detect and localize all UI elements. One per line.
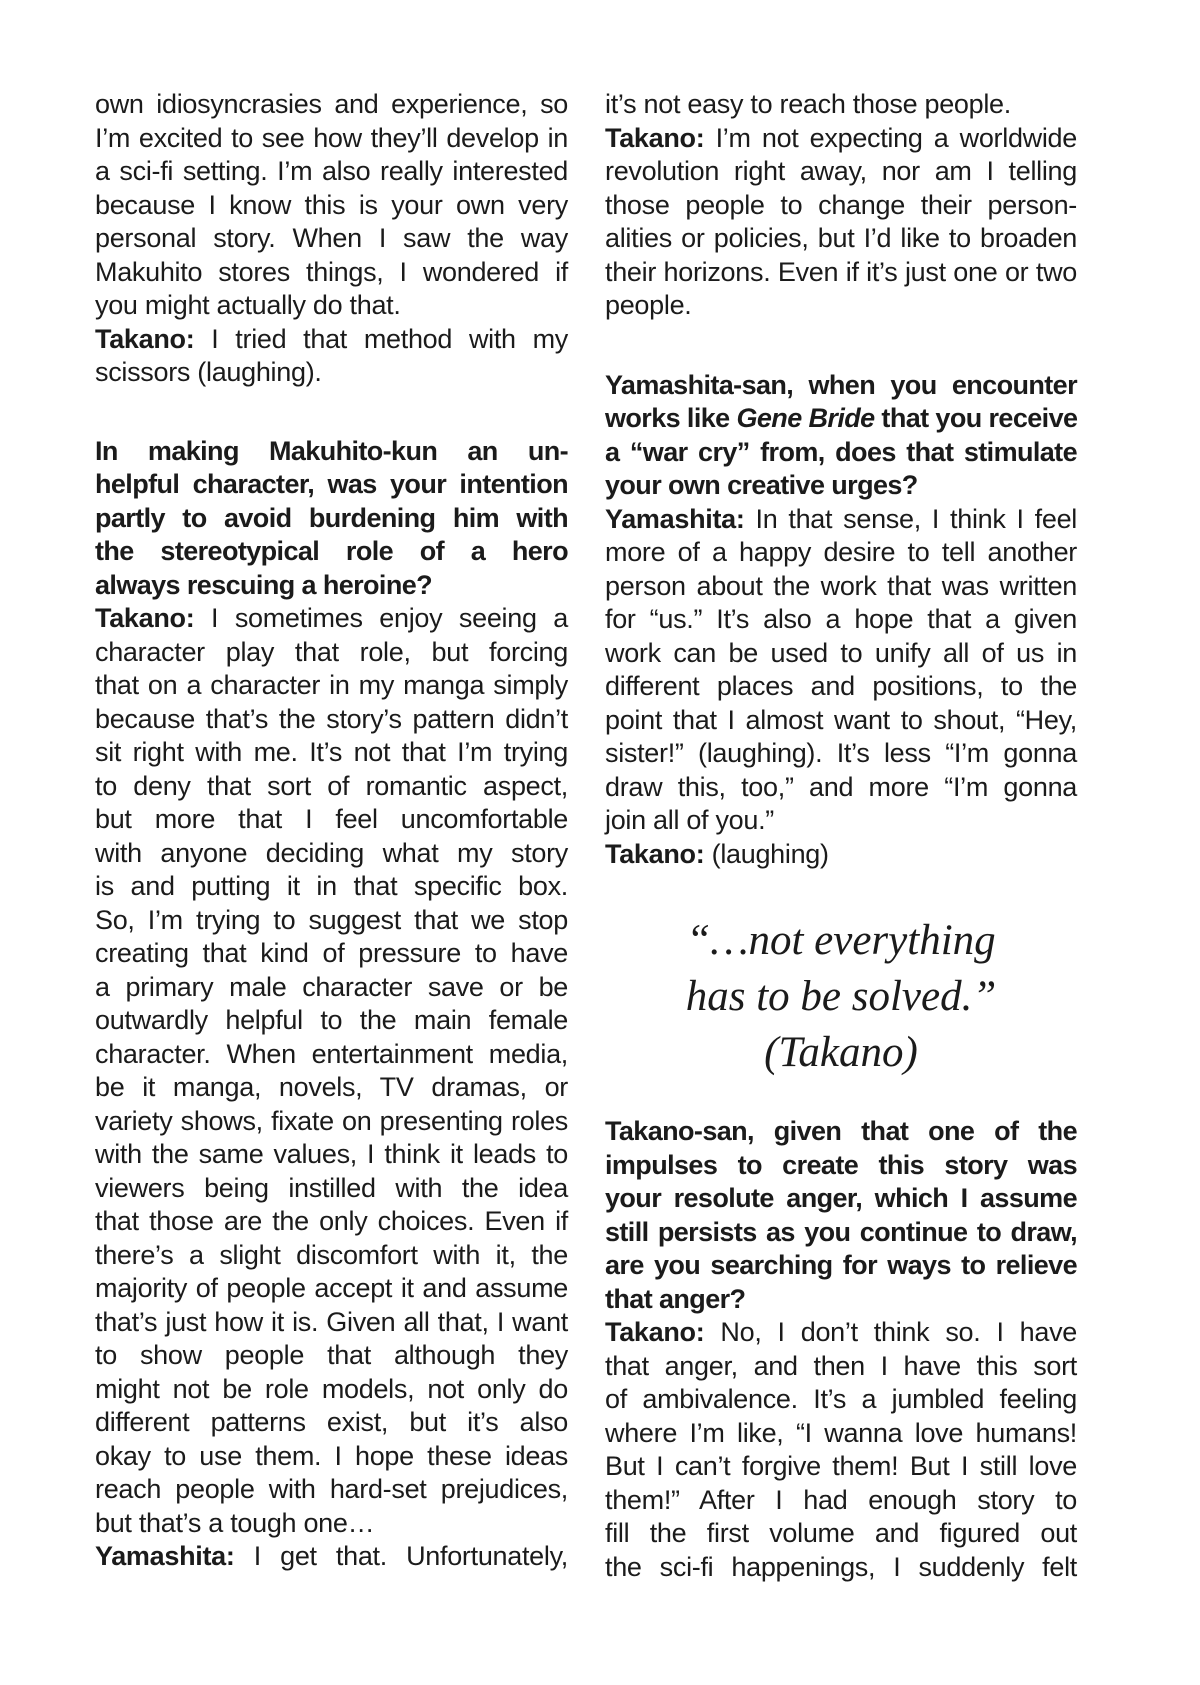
takano-answer-continued	[605, 88, 1077, 323]
text-run: them!” After I had enough story to	[605, 1484, 1077, 1515]
text-run: In that sense, I think I feel	[744, 503, 1077, 534]
text-run: personal story. When I saw the way	[95, 223, 568, 253]
text-run: Takano-san, given that one of the	[605, 1116, 1077, 1146]
text-line	[605, 369, 1077, 403]
text-line	[605, 256, 1077, 290]
text-line	[605, 1350, 1077, 1384]
text-run: draw this, too,” and more “I’m gonna	[605, 771, 1077, 802]
text-run: the sci-fi happenings, I suddenly felt	[605, 1551, 1077, 1582]
text-run: different patterns exist, but it’s also	[95, 1407, 568, 1437]
text-run: works like	[605, 403, 737, 433]
text-line	[605, 804, 1077, 838]
text-line	[605, 913, 1077, 969]
text-line	[95, 256, 568, 290]
text-line	[95, 1406, 568, 1440]
interviewer-question	[605, 369, 1077, 503]
text-line	[95, 770, 568, 804]
text-run: join all of you.”	[605, 805, 774, 835]
text-line	[95, 669, 568, 703]
text-run: your own creative urges?	[605, 470, 918, 500]
text-line	[605, 737, 1077, 771]
text-run: it’s not easy to reach those people.	[605, 89, 1011, 119]
text-line	[605, 1149, 1077, 1183]
text-run: for “us.” It’s also a hope that a given	[605, 604, 1077, 634]
text-run: to deny that sort of romantic aspect,	[95, 770, 568, 801]
text-line	[95, 602, 568, 636]
text-line	[95, 1172, 568, 1206]
text-run: I get that. Unfortunately,	[234, 1541, 568, 1571]
text-line	[95, 904, 568, 938]
text-line	[95, 502, 568, 536]
takano-answer	[605, 1316, 1077, 1584]
text-line	[95, 323, 568, 357]
text-line	[95, 971, 568, 1005]
text-run: (Takano)	[764, 1029, 918, 1076]
text-run: person about the work that was written	[605, 570, 1077, 601]
text-line	[605, 637, 1077, 671]
text-run: a primary male character save or be	[95, 971, 568, 1002]
text-line	[605, 1417, 1077, 1451]
text-line	[95, 1004, 568, 1038]
text-line	[95, 88, 568, 122]
speaker-label: Yamashita:	[605, 503, 745, 534]
text-run: point that I almost want to shout, “Hey,	[605, 704, 1077, 735]
text-line	[605, 570, 1077, 604]
text-line	[95, 222, 568, 256]
text-run: Gene Bride	[736, 403, 875, 433]
text-run: that’s just how it is. Given all that, I want	[95, 1306, 568, 1337]
text-line	[605, 1115, 1077, 1149]
text-line	[605, 670, 1077, 704]
text-run: okay to use them. I hope these ideas	[95, 1440, 568, 1471]
text-run: viewers being instilled with the idea	[95, 1172, 568, 1203]
text-run: I’m not expecting a worldwide	[704, 122, 1077, 153]
text-run: helpful character, was your intention	[95, 469, 568, 499]
text-line	[95, 535, 568, 569]
text-line	[605, 704, 1077, 738]
text-run: that those are the only choices. Even if	[95, 1206, 568, 1236]
text-run: I sometimes enjoy seeing a	[194, 603, 568, 633]
interviewer-paragraph	[95, 88, 568, 390]
text-line	[605, 402, 1077, 436]
text-line	[95, 1473, 568, 1507]
text-line	[95, 1339, 568, 1373]
speaker-label: Yamashita:	[95, 1541, 235, 1571]
speaker-label: Takano:	[605, 122, 705, 153]
text-line	[605, 603, 1077, 637]
text-line	[95, 1373, 568, 1407]
text-run: you might actually do that.	[95, 290, 401, 320]
text-run: because I know this is your own very	[95, 189, 568, 220]
text-line	[95, 122, 568, 156]
speaker-label: Takano:	[605, 1317, 705, 1347]
text-line	[95, 837, 568, 871]
text-run: but more that I feel uncomfortable	[95, 804, 568, 834]
text-line	[605, 1450, 1077, 1484]
text-run: character. When entertainment media,	[95, 1038, 568, 1069]
text-run: In making Makuhito-kun an un-	[95, 435, 568, 466]
text-line	[95, 1440, 568, 1474]
text-line	[605, 1249, 1077, 1283]
text-run: Yamashita-san, when you encounter	[605, 369, 1077, 400]
speaker-label: Takano:	[605, 838, 705, 869]
text-run: variety shows, fixate on presenting roles	[95, 1105, 568, 1136]
text-run: because that’s the story’s pattern didn’t	[95, 703, 568, 734]
text-line	[605, 1551, 1077, 1585]
text-line	[95, 1105, 568, 1139]
text-line	[605, 436, 1077, 470]
text-line	[605, 189, 1077, 223]
text-run: those people to change their person-	[605, 189, 1077, 220]
text-run: majority of people accept it and assume	[95, 1273, 568, 1303]
text-run: but that’s a tough one…	[95, 1507, 375, 1538]
text-run: fill the first volume and figured out	[605, 1518, 1077, 1548]
text-run: more of a happy desire to tell another	[605, 537, 1077, 567]
text-run: partly to avoid burdening him with	[95, 502, 568, 533]
text-line	[95, 1272, 568, 1306]
text-run: character play that role, but forcing	[95, 636, 568, 667]
text-line	[605, 503, 1077, 537]
text-run: I tried that method with my	[194, 323, 568, 354]
text-line	[95, 636, 568, 670]
text-line	[95, 703, 568, 737]
text-run: scissors (laughing).	[95, 357, 322, 387]
text-run: to show people that although they	[95, 1340, 568, 1370]
text-line	[95, 569, 568, 603]
text-line	[95, 1071, 568, 1105]
pull-quote	[605, 913, 1077, 1081]
text-line	[605, 1383, 1077, 1417]
text-run: I’m excited to see how they’ll develop in	[95, 122, 568, 153]
text-run: work can be used to unify all of us in	[605, 637, 1077, 668]
text-line	[95, 356, 568, 390]
text-line	[605, 1283, 1077, 1317]
text-line	[605, 222, 1077, 256]
text-run: their horizons. Even if it’s just one or two	[605, 256, 1077, 287]
text-run: the stereotypical role of a hero	[95, 536, 568, 566]
paragraph-gap	[605, 323, 1077, 369]
paragraph-gap	[605, 871, 1077, 913]
text-line	[605, 122, 1077, 156]
text-line	[605, 1484, 1077, 1518]
yamashita-answer	[605, 503, 1077, 872]
text-run: a “war cry” from, does that stimulate	[605, 436, 1077, 467]
text-run: always rescuing a heroine?	[95, 569, 433, 600]
interviewer-question	[605, 1115, 1077, 1316]
speaker-label: Takano:	[95, 323, 195, 354]
text-line	[605, 88, 1077, 122]
text-line	[95, 803, 568, 837]
text-line	[95, 736, 568, 770]
text-line	[95, 1138, 568, 1172]
text-run: But I can’t forgive them! But I still love	[605, 1451, 1077, 1481]
text-line	[95, 1239, 568, 1273]
text-run: of ambivalence. It’s a jumbled feeling	[605, 1384, 1077, 1414]
text-run: Makuhito stores things, I wondered if	[95, 256, 568, 287]
text-run: “…not everything	[686, 917, 996, 964]
takano-answer	[95, 602, 568, 1574]
text-line	[95, 1205, 568, 1239]
text-line	[95, 1306, 568, 1340]
text-line	[605, 1182, 1077, 1216]
right-column	[605, 88, 1077, 1584]
text-line	[605, 1517, 1077, 1551]
text-run: a sci-fi setting. I’m also really interested	[95, 156, 568, 186]
text-line	[605, 1025, 1077, 1081]
text-run: sit right with me. It’s not that I’m trying	[95, 737, 568, 767]
text-run: different places and positions, to the	[605, 671, 1077, 701]
paragraph-gap	[95, 390, 568, 435]
text-run: that you receive	[874, 403, 1078, 433]
text-line	[95, 937, 568, 971]
left-column	[95, 88, 568, 1574]
text-run: are you searching for ways to relieve	[605, 1250, 1077, 1280]
text-run: is and putting it in that specific box.	[95, 871, 568, 901]
text-run: alities or policies, but I’d like to broaden	[605, 223, 1077, 253]
text-run: that anger?	[605, 1283, 746, 1314]
text-line	[605, 289, 1077, 323]
text-run: creating that kind of pressure to have	[95, 938, 568, 968]
text-line	[95, 1540, 568, 1574]
text-run: people.	[605, 290, 692, 320]
text-line	[605, 1216, 1077, 1250]
text-line	[95, 870, 568, 904]
text-run: be it manga, novels, TV dramas, or	[95, 1072, 568, 1102]
text-run: outwardly helpful to the main female	[95, 1005, 568, 1035]
text-run: So, I’m trying to suggest that we stop	[95, 904, 568, 935]
text-run: own idiosyncrasies and experience, so	[95, 89, 568, 119]
text-line	[95, 289, 568, 323]
text-line	[605, 1316, 1077, 1350]
text-run: with anyone deciding what my story	[95, 837, 568, 868]
text-line	[605, 469, 1077, 503]
text-line	[605, 969, 1077, 1025]
speaker-label: Takano:	[95, 603, 195, 633]
text-run: revolution right away, nor am I telling	[605, 156, 1077, 186]
text-line	[605, 536, 1077, 570]
text-line	[95, 189, 568, 223]
text-line	[605, 155, 1077, 189]
text-line	[95, 1507, 568, 1541]
text-line	[95, 435, 568, 469]
text-run: No, I don’t think so. I have	[704, 1317, 1077, 1347]
interviewer-question	[95, 435, 568, 603]
text-run: impulses to create this story was	[605, 1149, 1077, 1180]
text-line	[605, 771, 1077, 805]
text-line	[95, 468, 568, 502]
text-run: with the same values, I think it leads to	[95, 1139, 568, 1169]
text-run: still persists as you continue to draw,	[605, 1216, 1077, 1247]
text-run: has to be solved.”	[685, 973, 997, 1020]
text-line	[605, 838, 1077, 872]
text-run: there’s a slight discomfort with it, the	[95, 1239, 568, 1270]
text-run: reach people with hard-set prejudices,	[95, 1474, 568, 1504]
text-run: (laughing)	[704, 838, 829, 869]
paragraph-gap	[605, 1081, 1077, 1115]
text-run: might not be role models, not only do	[95, 1373, 568, 1404]
text-run: that anger, and then I have this sort	[605, 1350, 1077, 1381]
text-run: that on a character in my manga simply	[95, 670, 568, 700]
text-line	[95, 1038, 568, 1072]
text-run: where I’m like, “I wanna love humans!	[605, 1417, 1077, 1448]
text-run: your resolute anger, which I assume	[605, 1183, 1077, 1213]
text-run: sister!” (laughing). It’s less “I’m gonna	[605, 738, 1077, 768]
text-line	[95, 155, 568, 189]
